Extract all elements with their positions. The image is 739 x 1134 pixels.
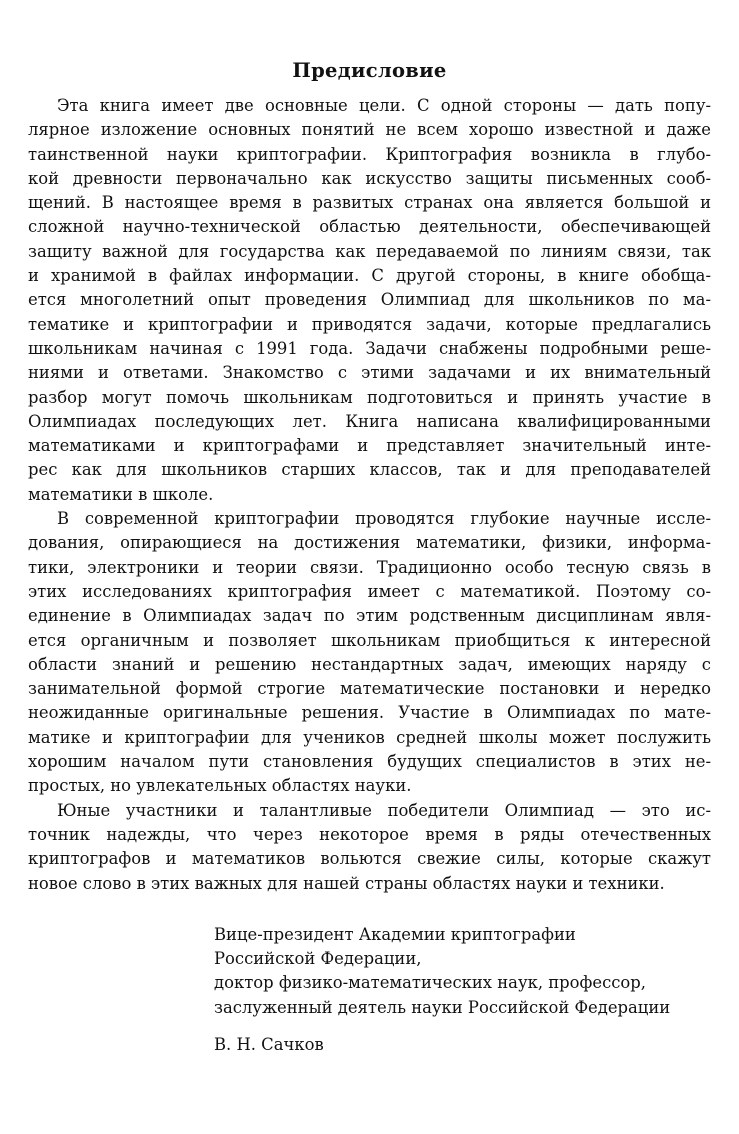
signature-line: Российской Федерации, (214, 949, 422, 969)
preface-page (28, 58, 711, 1057)
text-line: Олимпиадах последующих лет. Книга написана квалифицированными (28, 411, 711, 431)
text-line: школьникам начиная с 1991 года. Задачи снабжены подробными реше- (28, 338, 711, 358)
text-line: тики, электроники и теории связи. Традиционно особо тесную связь в (28, 557, 711, 577)
preface-body (28, 94, 711, 896)
text-line: математики в школе. (28, 484, 214, 504)
signature-block (214, 923, 711, 1020)
text-line: простых, но увлекательных областях науки. (28, 776, 412, 796)
text-line: матике и криптографии для учеников средней школы может послужить (28, 727, 711, 747)
signature-line: доктор физико-математических наук, профессор, (214, 973, 646, 993)
text-line: неожиданные оригинальные решения. Участие в Олимпиадах по мате- (28, 703, 711, 723)
paragraph (28, 507, 711, 799)
text-line: Юные участники и талантливые победители Олимпиад — это ис- (57, 800, 711, 820)
text-line: таинственной науки криптографии. Криптография возникла в глубо- (28, 144, 711, 164)
text-line: щений. В настоящее время в развитых странах она является большой и (28, 193, 711, 213)
author-name: В. Н. Сачков (214, 1034, 324, 1054)
text-line: точник надежды, что через некоторое время в ряды отечественных (28, 824, 711, 844)
paragraph (28, 799, 711, 896)
paragraph (28, 94, 711, 507)
text-line: тематике и криптографии и приводятся задачи, которые предлагались (28, 314, 711, 334)
text-line: и хранимой в файлах информации. С другой стороны, в книге обобща- (28, 266, 711, 286)
text-line: лярное изложение основных понятий не всем хорошо известной и даже (28, 120, 711, 140)
text-line: криптографов и математиков вольются свежие силы, которые скажут (28, 849, 711, 869)
signature-line: заслуженный деятель науки Российской Федерации (214, 997, 671, 1017)
text-line: математиками и криптографами и представляет значительный инте- (28, 436, 711, 456)
text-line: ниями и ответами. Знакомство с этими задачами и их внимательный (28, 363, 711, 383)
signature-line: Вице-президент Академии криптографии (214, 924, 576, 944)
text-line: разбор могут помочь школьникам подготовиться и принять участие в (28, 387, 711, 407)
text-line: Эта книга имеет две основные цели. С одной стороны — дать попу- (57, 96, 711, 115)
text-line: ется органичным и позволяет школьникам приобщиться к интересной (28, 630, 711, 650)
text-line: занимательной формой строгие математические постановки и нередко (28, 679, 711, 699)
text-line: сложной научно-технической областью деятельности, обеспечивающей (28, 217, 711, 237)
text-line: защиту важной для государства как передаваемой по линиям связи, так (28, 241, 711, 261)
text-line: В современной криптографии проводятся глубокие научные иссле- (57, 509, 711, 529)
text-line: дования, опирающиеся на достижения математики, физики, информа- (28, 533, 711, 553)
text-line: области знаний и решению нестандартных задач, имеющих наряду с (28, 654, 711, 674)
text-line: ется многолетний опыт проведения Олимпиад для школьников по ма- (28, 290, 711, 310)
text-line: новое слово в этих важных для нашей страны областях науки и техники. (28, 873, 665, 893)
text-line: единение в Олимпиадах задач по этим родственным дисциплинам явля- (28, 606, 711, 626)
text-line: рес как для школьников старших классов, так и для преподавателей (28, 460, 711, 480)
text-line: хорошим началом пути становления будущих специалистов в этих не- (28, 752, 711, 772)
text-line: этих исследованиях криптография имеет с математикой. Поэтому со- (28, 581, 711, 601)
text-line: кой древности первоначально как искусство защиты письменных сооб- (28, 168, 711, 188)
page-title: Предисловие (292, 59, 447, 82)
